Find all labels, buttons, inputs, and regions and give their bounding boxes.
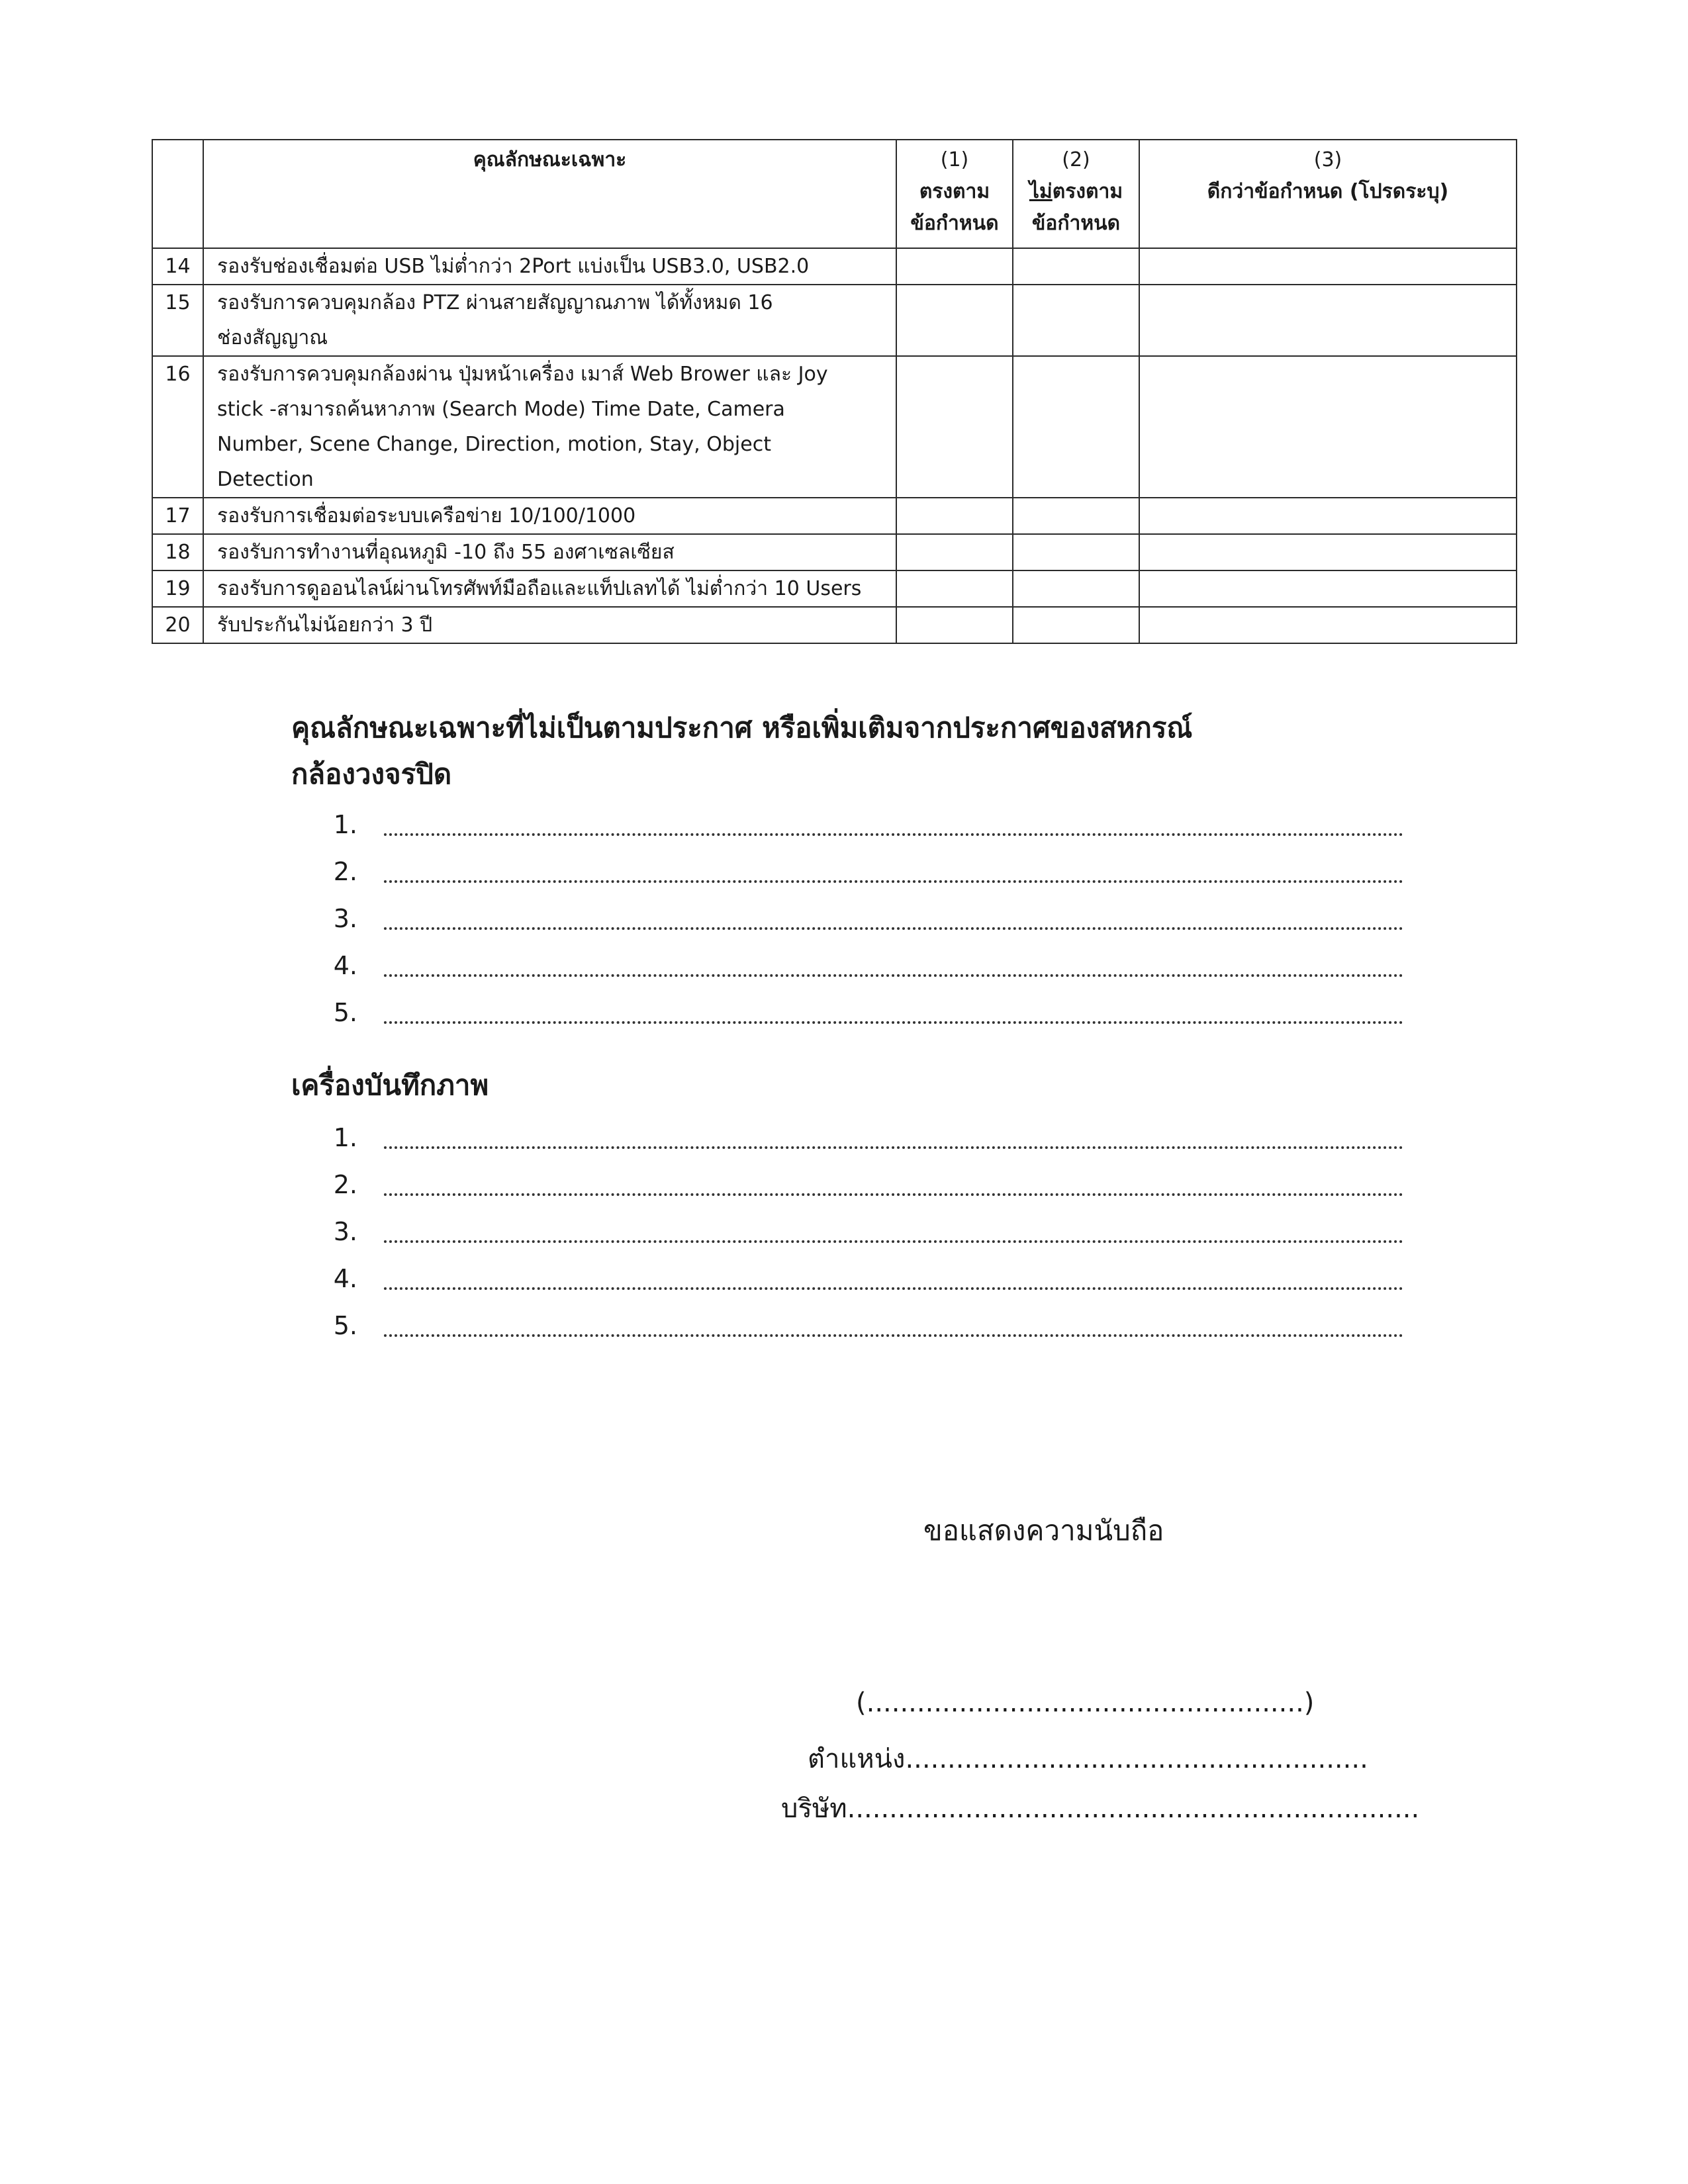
section-intro-title: คุณลักษณะเฉพาะที่ไม่เป็นตามประกาศ หรือเพิ่มเติมจากประกาศของสหกรณ์ [291, 711, 1193, 744]
camera-section-title: กล้องวงจรปิด [291, 758, 452, 790]
item-number: 1. [333, 809, 357, 839]
spec-line: รับประกันไม่น้อยกว่า 3 ปี [217, 614, 433, 637]
spec-line: รองรับช่องเชื่อมต่อ USB ไม่ต่ำกว่า 2Port แบ่งเป็น USB3.0, USB2.0 [217, 255, 810, 278]
item-number: 2. [333, 856, 357, 886]
recorder-blank-item[interactable] [291, 1302, 1403, 1349]
row-spec [203, 285, 896, 356]
check-col1[interactable] [896, 248, 1013, 285]
item-number: 3. [333, 1216, 357, 1246]
check-col1[interactable] [896, 285, 1013, 356]
header-col2 [1013, 140, 1139, 248]
recorder-blank-list [291, 1114, 1403, 1349]
header-col2-underlined: ไม่ [1029, 180, 1053, 203]
check-col1[interactable] [896, 570, 1013, 607]
header-col2-rest: ตรงตาม [1052, 180, 1123, 203]
better-spec-col3[interactable] [1139, 570, 1517, 607]
check-col2[interactable] [1013, 248, 1139, 285]
row-spec [203, 498, 896, 534]
spec-table [152, 139, 1517, 644]
header-col2-line2: ข้อกำหนด [1031, 212, 1121, 235]
row-spec [203, 356, 896, 498]
spec-line: Detection [217, 468, 314, 491]
better-spec-col3[interactable] [1139, 356, 1517, 498]
header-col1 [896, 140, 1013, 248]
signature-position-line[interactable]: ตำแหน่ง....................................................... [808, 1744, 1368, 1774]
table-row [152, 285, 1517, 356]
header-spec-label: คุณลักษณะเฉพาะ [473, 148, 627, 171]
signature-company-line[interactable]: บริษัท.................................................................... [781, 1794, 1420, 1824]
item-number: 5. [333, 1310, 357, 1340]
recorder-blank-item[interactable] [291, 1161, 1403, 1208]
dotted-line [384, 1193, 1403, 1196]
item-number: 2. [333, 1169, 357, 1199]
spec-line: รองรับการควบคุมกล้องผ่าน ปุ่มหน้าเครื่อง เมาส์ Web Brower และ Joy [217, 363, 828, 386]
dotted-line [384, 1146, 1403, 1149]
dotted-line [384, 1334, 1403, 1337]
row-number: 19 [152, 570, 203, 607]
check-col1[interactable] [896, 498, 1013, 534]
spec-line: รองรับการดูออนไลน์ผ่านโทรศัพท์มือถือและแท็ปเลทได้ ไม่ต่ำกว่า 10 Users [217, 577, 862, 600]
camera-blank-item[interactable] [291, 801, 1403, 848]
signature-name-line[interactable]: (....................................................) [856, 1688, 1315, 1718]
table-row [152, 607, 1517, 643]
row-number: 18 [152, 534, 203, 570]
row-number: 16 [152, 356, 203, 498]
dotted-line [384, 880, 1403, 883]
spec-line: ช่องสัญญาณ [217, 326, 328, 349]
row-spec [203, 534, 896, 570]
header-spec [203, 140, 896, 248]
dotted-line [384, 1021, 1403, 1024]
header-col2-num: (2) [1062, 148, 1090, 171]
item-number: 3. [333, 903, 357, 933]
recorder-blank-item[interactable] [291, 1114, 1403, 1161]
better-spec-col3[interactable] [1139, 498, 1517, 534]
check-col1[interactable] [896, 356, 1013, 498]
better-spec-col3[interactable] [1139, 534, 1517, 570]
item-number: 4. [333, 1263, 357, 1293]
header-col1-line2: ข้อกำหนด [910, 212, 999, 235]
check-col2[interactable] [1013, 356, 1139, 498]
better-spec-col3[interactable] [1139, 607, 1517, 643]
dotted-line [384, 1240, 1403, 1243]
check-col2[interactable] [1013, 570, 1139, 607]
header-col3-line1: ดีกว่าข้อกำหนด (โปรดระบุ) [1207, 180, 1449, 203]
header-col1-num: (1) [940, 148, 969, 171]
check-col1[interactable] [896, 607, 1013, 643]
row-spec [203, 248, 896, 285]
row-number: 14 [152, 248, 203, 285]
header-col3 [1139, 140, 1517, 248]
table-row [152, 570, 1517, 607]
camera-blank-list [291, 801, 1403, 1036]
item-number: 4. [333, 950, 357, 980]
check-col2[interactable] [1013, 607, 1139, 643]
camera-blank-item[interactable] [291, 848, 1403, 895]
check-col2[interactable] [1013, 285, 1139, 356]
spec-line: รองรับการควบคุมกล้อง PTZ ผ่านสายสัญญาณภาพ ได้ทั้งหมด 16 [217, 291, 773, 314]
header-col1-line1: ตรงตาม [919, 180, 990, 203]
check-col2[interactable] [1013, 534, 1139, 570]
spec-line: Number, Scene Change, Direction, motion, Stay, Object [217, 433, 771, 456]
camera-blank-item[interactable] [291, 989, 1403, 1036]
better-spec-col3[interactable] [1139, 248, 1517, 285]
check-col1[interactable] [896, 534, 1013, 570]
dotted-line [384, 833, 1403, 836]
recorder-blank-item[interactable] [291, 1208, 1403, 1255]
better-spec-col3[interactable] [1139, 285, 1517, 356]
row-number: 20 [152, 607, 203, 643]
table-row [152, 356, 1517, 498]
camera-blank-item[interactable] [291, 895, 1403, 942]
recorder-blank-item[interactable] [291, 1255, 1403, 1302]
row-spec [203, 607, 896, 643]
check-col2[interactable] [1013, 498, 1139, 534]
item-number: 1. [333, 1122, 357, 1152]
table-row [152, 534, 1517, 570]
dotted-line [384, 974, 1403, 977]
spec-line: รองรับการทำงานที่อุณหภูมิ -10 ถึง 55 องศาเซลเซียส [217, 541, 675, 564]
table-header-row [152, 140, 1517, 248]
row-number: 15 [152, 285, 203, 356]
header-col3-num: (3) [1313, 148, 1342, 171]
recorder-section-title: เครื่องบันทึกภาพ [291, 1069, 489, 1101]
row-number: 17 [152, 498, 203, 534]
header-no [152, 140, 203, 248]
row-spec [203, 570, 896, 607]
camera-blank-item[interactable] [291, 942, 1403, 989]
table-row [152, 498, 1517, 534]
spec-line: stick -สามารถค้นหาภาพ (Search Mode) Time Date, Camera [217, 398, 785, 421]
table-body [152, 248, 1517, 643]
spec-line: รองรับการเชื่อมต่อระบบเครือข่าย 10/100/1000 [217, 504, 636, 527]
closing-text: ขอแสดงความนับถือ [923, 1514, 1164, 1547]
item-number: 5. [333, 997, 357, 1027]
dotted-line [384, 927, 1403, 930]
header-col2-line1 [1013, 176, 1139, 208]
table-row [152, 248, 1517, 285]
dotted-line [384, 1287, 1403, 1290]
